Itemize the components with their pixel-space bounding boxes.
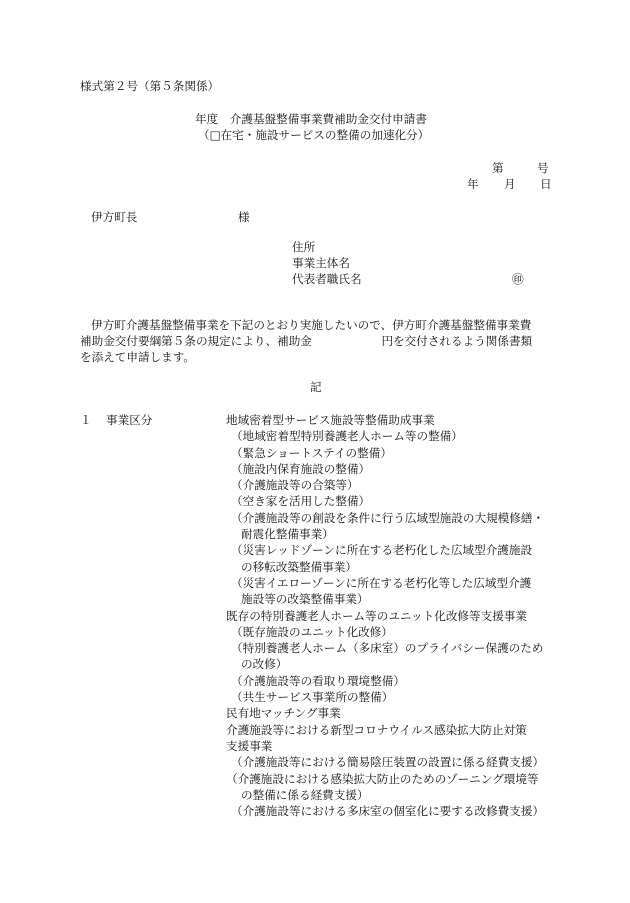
document-title: 年度 介護基盤整備事業費補助金交付申請書 <box>195 112 427 126</box>
category-line: （施設内保育施設の整備） <box>231 461 371 476</box>
body-line-2: 補助金交付要綱第５条の規定により、補助金 円を交付されるよう関係書類 <box>80 334 533 348</box>
business-category-list <box>226 412 566 819</box>
category-line: 支援事業 <box>226 738 273 753</box>
category-item: 地域密着型サービス施設等整備助成事業 <box>226 413 435 427</box>
category-line: （介護施設等における簡易陰圧装置の設置に係る経費支援） <box>231 755 545 770</box>
category-line: 耐震化整備事業） <box>241 527 334 542</box>
category-line: （共生サービス事業所の整備） <box>231 690 394 705</box>
category-line: （緊急ショートステイの整備） <box>231 445 392 460</box>
category-line: （災害レッドゾーンに所在する老朽化した広域型介護施設 <box>231 543 533 558</box>
category-line: の整備に係る経費支援） <box>241 787 369 802</box>
document-subtitle: （□在宅・施設サービスの整備の加速化分） <box>198 128 430 142</box>
category-line: （介護施設等における多床室の個室化に要する改修費支援） <box>231 804 545 819</box>
category-line: の移転改築整備事業） <box>241 559 357 574</box>
category-line: の改修） <box>241 657 288 672</box>
seal-mark: ㊞ <box>512 272 524 286</box>
addressee-honorific: 様 <box>238 210 250 224</box>
date-day: 日 <box>540 177 552 191</box>
category-line: （介護施設等の創設を条件に行う広域型施設の大規模修繕・ <box>231 510 545 525</box>
category-line: （既存施設のユニット化改修） <box>231 624 393 639</box>
date-year: 年 <box>467 177 479 191</box>
category-line: （地域密着型特別養護老人ホーム等の整備） <box>231 429 463 444</box>
section-label: 事業区分 <box>106 413 153 427</box>
date-month: 月 <box>504 177 516 191</box>
doc-number-dai: 第 <box>492 161 504 175</box>
category-item: 既存の特別養護老人ホーム等のユニット化改修等支援事業 <box>226 608 527 623</box>
category-line: 施設等の改築整備事業） <box>241 592 369 607</box>
body-line-3: を添えて申請します。 <box>80 350 196 364</box>
body-line-1: 伊方町介護基盤整備事業を下記のとおり実施したいので、伊方町介護基盤整備事業費 <box>91 318 532 332</box>
category-line: （介護施設等の看取り環境整備） <box>231 673 405 688</box>
category-line: （災害イエローゾーンに所在する老朽化等した広域型介護 <box>231 575 532 590</box>
doc-number-go: 号 <box>537 161 549 175</box>
addressee-name: 伊方町長 <box>91 210 138 224</box>
applicant-entity-label: 事業主体名 <box>292 256 350 270</box>
category-item: 介護施設等における新型コロナウイルス感染拡大防止対策 <box>226 722 527 737</box>
form-number: 様式第２号（第５条関係） <box>80 79 220 93</box>
applicant-address-label: 住所 <box>292 240 316 254</box>
applicant-rep-label: 代表者職氏名 <box>292 272 362 286</box>
category-item: 民有地マッチング事業 <box>226 706 341 721</box>
section-number: １ <box>80 413 92 427</box>
category-line: （介護施設等の合築等） <box>231 478 359 493</box>
category-line: （特別養護老人ホーム（多床室）のプライバシー保護のため <box>231 641 544 656</box>
category-line: （空き家を活用した整備） <box>231 494 371 509</box>
ki-heading: 記 <box>310 380 322 394</box>
category-line: （介護施設における感染拡大防止のためのゾーニング環境等 <box>226 771 539 786</box>
